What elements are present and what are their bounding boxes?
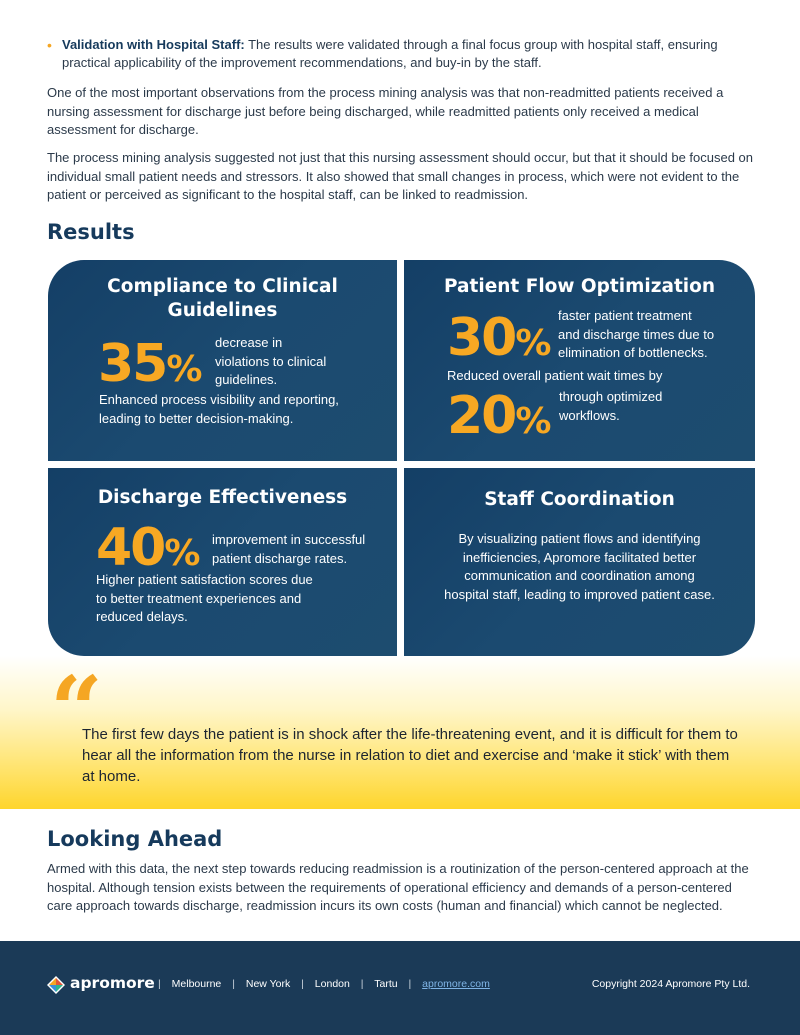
patient-flow-title: Patient Flow Optimization <box>443 276 716 297</box>
flow-stat1-number: 30 <box>447 308 516 368</box>
looking-ahead-heading: Looking Ahead <box>47 827 223 851</box>
location-melbourne: Melbourne <box>171 978 222 990</box>
compliance-note-line1: Enhanced process visibility and reporting, <box>99 392 339 407</box>
flow-stat1-line1: faster patient treatment <box>558 308 692 323</box>
compliance-note <box>99 391 339 428</box>
location-tartu: Tartu <box>374 978 398 990</box>
location-new-york: New York <box>245 978 291 990</box>
staff-line1: By visualizing patient flows and identifying <box>458 531 701 546</box>
staff-coordination-text <box>404 530 755 604</box>
discharge-title: Discharge Effectiveness <box>97 487 348 508</box>
staff-line3: communication and coordination among <box>464 568 695 583</box>
staff-line4: hospital staff, leading to improved patient case. <box>444 586 715 602</box>
staff-coordination-title: Staff Coordination <box>484 489 675 510</box>
discharge-stat-line2: patient discharge rates. <box>212 550 348 566</box>
footer-separator: | <box>232 978 235 990</box>
footer-separator: | <box>360 978 364 990</box>
discharge-note-line2: to better treatment experiences and <box>96 590 302 606</box>
flow-stat1 <box>447 308 552 370</box>
compliance-title <box>48 275 397 323</box>
quote-mark-icon: “ <box>50 656 103 764</box>
website-link[interactable]: apromore.com <box>422 978 490 990</box>
flow-stat2-number: 20 <box>447 386 516 446</box>
validation-bullet <box>47 36 747 72</box>
copyright: Copyright 2024 Apromore Pty Ltd. <box>591 978 750 990</box>
compliance-stat-pct: % <box>166 349 203 390</box>
flow-stat1-line2: and discharge times due to <box>558 326 715 342</box>
discharge-stat-desc <box>212 531 365 568</box>
bullet-body: The results were validated through a final focus group with hospital staff, ensuring practical applicability of the improvement recommendations, and buy-in by the staff. <box>62 37 718 70</box>
analysis-paragraph: The process mining analysis suggested not just that this nursing assessment should occur, but that it should be focused on individual small patient needs and stressors. It also showed that small changes in process, which were not evident to the patient or perceived as significant to the hospital staff, can be linked to readmission. <box>47 150 754 202</box>
flow-stat1-pct: % <box>515 323 552 364</box>
compliance-stat <box>98 334 203 396</box>
flow-stat2 <box>447 386 552 448</box>
footer-locations <box>150 978 490 990</box>
compliance-title-line1: Compliance to Clinical <box>107 276 338 297</box>
compliance-title-line2: Guidelines <box>167 300 278 321</box>
compliance-stat-line1: decrease in <box>215 335 283 350</box>
flow-stat2-pct: % <box>515 401 552 442</box>
compliance-note-line2: leading to better decision-making. <box>99 410 294 426</box>
discharge-card <box>48 468 397 656</box>
compliance-stat-line3: guidelines. <box>215 372 278 387</box>
observation-paragraph: One of the most important observations from the process mining analysis was that non-readmitted patients received a nursing assessment for discharge just before being discharged, while readmitted patients only received a medical assessment for discharge. <box>47 85 724 137</box>
looking-ahead-paragraph: Armed with this data, the next step towards reducing readmission is a routinization of the person-centered approach at the hospital. Although tension exists between the requirements of operational efficiency and demands of a person-centered care approach towards discharge, readmission incurs its own costs (human and financial) which cannot be neglected. <box>47 861 749 913</box>
discharge-note-line3: reduced delays. <box>96 609 188 624</box>
compliance-stat-line2: violations to clinical <box>215 353 327 369</box>
footer-separator: | <box>408 978 412 990</box>
compliance-stat-number: 35 <box>98 334 167 394</box>
bullet-dot-icon: • <box>47 37 52 53</box>
patient-quote: The first few days the patient is in shock after the life-threatening event, and it is difficult for them to hear all the information from the nurse in relation to diet and exercise and ‘make it stick’ with them at home. <box>82 726 738 785</box>
discharge-note-line1: Higher patient satisfaction scores due <box>96 572 313 587</box>
discharge-stat-number: 40 <box>96 518 165 578</box>
apromore-logo-icon <box>47 976 65 994</box>
staff-line2: inefficiencies, Apromore facilitated better <box>462 549 697 565</box>
compliance-card <box>48 260 397 461</box>
footer <box>0 941 800 1035</box>
bullet-text <box>47 36 747 72</box>
compliance-stat-desc <box>215 334 326 390</box>
staff-coordination-card <box>404 468 755 656</box>
discharge-stat-pct: % <box>164 533 201 574</box>
flow-stat1-desc <box>558 307 714 363</box>
bullet-label: Validation with Hospital Staff: <box>62 37 245 52</box>
patient-flow-card <box>404 260 755 461</box>
flow-stat1-line3: elimination of bottlenecks. <box>558 345 708 360</box>
discharge-note <box>96 571 313 627</box>
flow-stat2-intro: Reduced overall patient wait times by <box>447 368 663 383</box>
logo-text: apromore <box>70 974 155 992</box>
footer-separator: | <box>158 978 161 990</box>
flow-stat2-line1: through optimized <box>559 389 663 404</box>
flow-stat2-line2: workflows. <box>559 407 620 423</box>
discharge-stat-line1: improvement in successful <box>212 532 366 547</box>
footer-separator: | <box>301 978 304 990</box>
location-london: London <box>314 978 350 990</box>
results-heading: Results <box>47 220 135 244</box>
flow-stat2-desc <box>559 388 662 425</box>
